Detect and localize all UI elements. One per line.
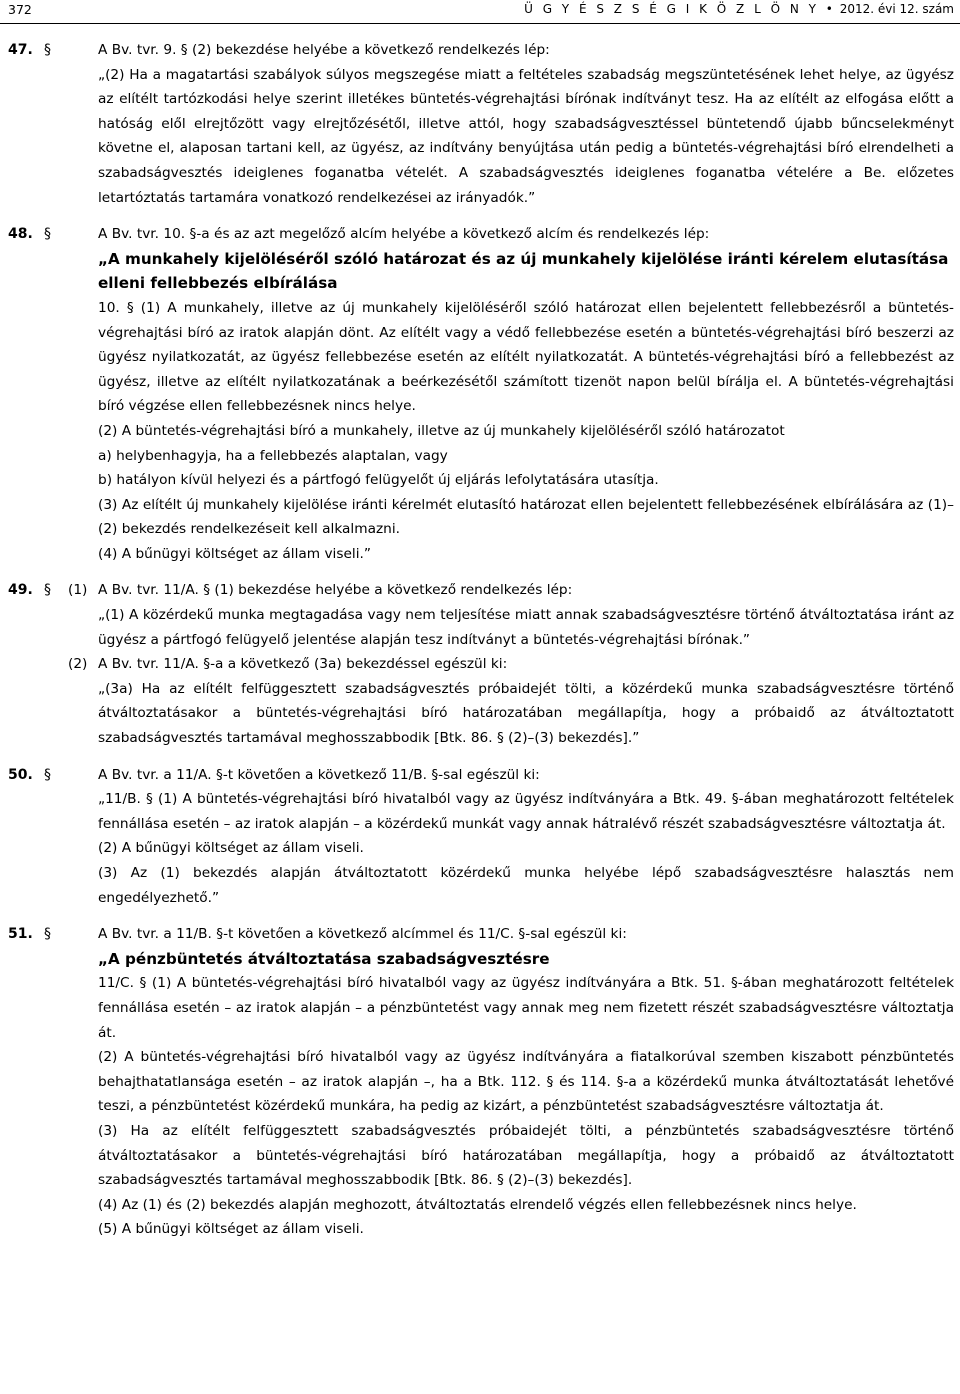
journal-info: [524, 2, 954, 16]
journal-title: Ü G Y É S Z S É G I K Ö Z L Ö N Y: [524, 2, 819, 16]
amendment-text: „(1) A közérdekű munka megtagadása vagy nem teljesítése miatt annak szabadságvesztésre történő átváltoztatása iránt az ügyész a pártfogó felügyelő jelentése alapján tesz indítványt a büntetés-végrehajtási bírónak.”: [98, 607, 954, 648]
amendment-point: a) helybenhagyja, ha a fellebbezés alaptalan, vagy: [98, 447, 448, 464]
section-intro: A Bv. tvr. 9. § (2) bekezdése helyébe a következő rendelkezés lép:: [98, 42, 550, 58]
amendment-paragraph: (2) A bűnügyi költséget az állam viseli.: [98, 840, 364, 857]
amendment-paragraph: 11/C. § (1) A büntetés-végrehajtási bíró hivatalból vagy az ügyész indítványára a Btk. 51. §-ában meghatározott feltételek fennállása esetén – az iratok alapján – a pénzbüntetést vagy annak meg nem fizetett részét szabadságvesztésre változtatja át.: [98, 975, 954, 1041]
subtitle-heading: „A pénzbüntetés átváltoztatása szabadságvesztésre: [98, 949, 550, 968]
section-49: [8, 578, 954, 750]
subsection-number: (1): [68, 582, 88, 599]
section-47: [8, 38, 954, 210]
amendment-paragraph: (3) Az (1) bekezdés alapján átváltoztatott közérdekű munka helyébe lépő szabadságvesztésre halasztás nem engedélyezhető.”: [98, 865, 954, 906]
amendment-text: „(3a) Ha az elítélt felfüggesztett szabadságvesztés próbaidejét tölti, a közérdekű munka szabadságvesztésre történő átváltoztatásakor a büntetés-végrehajtási bíró határozatában megállapítja, hogy a próbaidő az átváltoztatott szabadságvesztés tartamával meghosszabbodik [Btk. 86. § (2)–(3) bekezdés].”: [98, 680, 954, 747]
amendment-paragraph: (2) A büntetés-végrehajtási bíró hivatalból vagy az ügyész indítványára a fiatalkorúval szemben kiszabott pénzbüntetés behajthatatlansága esetén – az iratok alapján –, ha a Btk. 112. § és 114. §-a a közérdekű munka átváltoztatását lehetővé teszi, a pénzbüntetést közérdekű munkára, ha pedig az kizárt, a pénzbüntetést szabadságvesztésre változtatja át.: [98, 1049, 954, 1115]
page-header: [8, 0, 954, 24]
amendment-point: b) hatályon kívül helyezi és a pártfogó felügyelőt új eljárás lefolytatására utasítja.: [98, 472, 659, 489]
header-rule: [0, 23, 960, 24]
amendment-paragraph: (3) Ha az elítélt felfüggesztett szabadságvesztés próbaidejét tölti, a pénzbüntetés szabadságvesztésre történő átváltoztatásakor a büntetés-végrehajtási bíró határozatában megállapítja, hogy a próbaidő az átváltoztatott szabadságvesztés tartamával meghosszabbodik [Btk. 86. § (2)–(3) bekezdés].: [98, 1122, 954, 1189]
page-number: 372: [8, 2, 32, 17]
section-intro: A Bv. tvr. a 11/B. §-t követően a következő alcímmel és 11/C. §-sal egészül ki:: [98, 926, 627, 943]
section-50: [8, 763, 954, 911]
subsection-intro: A Bv. tvr. 11/A. §-a a következő (3a) bekezdéssel egészül ki:: [98, 656, 508, 673]
amendment-paragraph: (5) A bűnügyi költséget az állam viseli.: [98, 1221, 364, 1238]
amendment-paragraph: „11/B. § (1) A büntetés-végrehajtási bíró hivatalból vagy az ügyész indítványára a Btk. 49. §-ában meghatározott feltételek fennállása esetén – az iratok alapján – a közérdekű munkát vagy annak hátralévő részét szabadságvesztésre változtatja át.: [98, 791, 954, 832]
issue-label: 2012. évi 12. szám: [839, 2, 954, 16]
amendment-text: „(2) Ha a magatartási szabályok súlyos megszegése miatt a feltételes szabadság megszüntetésének lehet helye, az ügyész az elítélt tartózkodási helye szerint illetékes büntetés-végrehajtási bírónak indítványt tesz. Ha az elítélt az elfogása előtt a hatóság elől elrejtőzött vagy elrejtőzésétől, illetve attól, hogy szabadságvesztéssel büntetendő újabb bűncselekményt követne el, alaposan tartani kell, az ügyész, az indítvány benyújtása után pedig a büntetés-végrehajtási bíró elrendelheti a szabadságvesztés ideiglenes foganatba vételét. A szabadságvesztés ideiglenes foganatba vételére a Be. előzetes letartóztatás tartamára vonatkozó rendelkezései az irányadók.”: [98, 66, 954, 206]
subtitle-heading: „A munkahely kijelöléséről szóló határozat és az új munkahely kijelölése iránti kérelem elutasítása elleni fellebbezés elbírálása: [98, 249, 949, 293]
section-symbol: §: [44, 226, 51, 243]
subsection-intro: A Bv. tvr. 11/A. § (1) bekezdése helyébe a következő rendelkezés lép:: [98, 582, 573, 599]
section-symbol: §: [44, 582, 51, 599]
section-number: 51.: [8, 926, 33, 943]
section-number: 47.: [8, 42, 33, 58]
section-number: 50.: [8, 766, 33, 783]
subsection-number: (2): [68, 656, 88, 673]
amendment-paragraph: (2) A büntetés-végrehajtási bíró a munkahely, illetve az új munkahely kijelöléséről szóló határozatot: [98, 422, 785, 439]
section-symbol: §: [44, 42, 51, 58]
amendment-paragraph: (4) Az (1) és (2) bekezdés alapján meghozott, átváltoztatás elrendelő végzés ellen fellebbezésnek nincs helye.: [98, 1196, 857, 1213]
section-number: 48.: [8, 226, 33, 243]
section-intro: A Bv. tvr. a 11/A. §-t követően a következő 11/B. §-sal egészül ki:: [98, 766, 540, 783]
section-symbol: §: [44, 926, 51, 943]
subsection-2: [68, 652, 954, 750]
amendment-paragraph: (4) A bűnügyi költséget az állam viseli.”: [98, 545, 371, 562]
section-number: 49.: [8, 582, 33, 599]
amendment-paragraph: (3) Az elítélt új munkahely kijelölése iránti kérelmét elutasító határozat ellen bejelentett fellebbezésének elbírálására az (1)–(2) bekezdés rendelkezéseit kell alkalmazni.: [98, 496, 954, 538]
section-list: [8, 38, 954, 1242]
section-symbol: §: [44, 766, 51, 783]
section-48: [8, 222, 954, 566]
subsection-1: [68, 578, 954, 652]
section-51: [8, 922, 954, 1242]
header-bullet: •: [825, 2, 833, 16]
section-intro: A Bv. tvr. 10. §-a és az azt megelőző alcím helyébe a következő alcím és rendelkezés lép:: [98, 226, 710, 243]
amendment-paragraph: 10. § (1) A munkahely, illetve az új munkahely kijelöléséről szóló határozat ellen bejelentett fellebbezésről a büntetés-végrehajtási bíró az iratok alapján dönt. Az elítélt vagy a védő fellebbezése esetén a büntetés-végrehajtási bíró beszerzi az ügyész nyilatkozatát, az ügyész fellebbezése esetén az elítélt nyilatkozatát. A büntetés-végrehajtási bíró a fellebbezést az ügyész, illetve az elítélt nyilatkozatának a beérkezésétől számított tizenöt napon belül bírálja el. A büntetés-végrehajtási bíró végzése ellen fellebbezésnek nincs helye.: [98, 299, 954, 415]
